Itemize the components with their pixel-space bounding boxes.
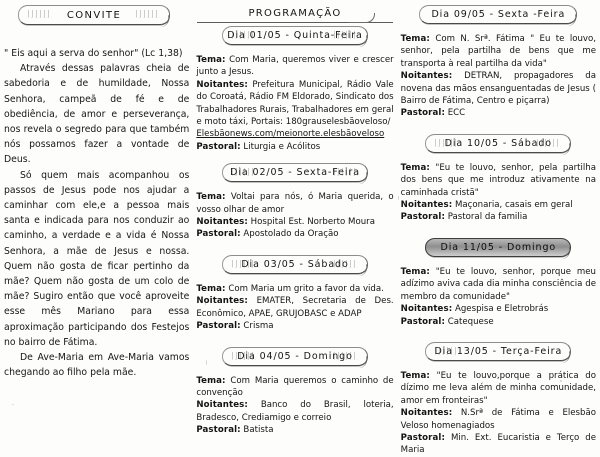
tema-label: Tema:: [400, 34, 430, 44]
entry-noitantes: [196, 399, 393, 424]
banner-scribble-left: [435, 139, 459, 147]
entry-tema: [196, 375, 393, 400]
banner-tail: [353, 35, 368, 48]
program-entry: [196, 54, 393, 153]
banner-tail: [557, 143, 572, 156]
tema-text: Com Maria um grito a favor da vida.: [228, 283, 384, 294]
entry-noitantes-link[interactable]: [196, 128, 393, 140]
entry-noitantes: [401, 199, 596, 211]
date-banner-04-05: [222, 347, 368, 366]
noitantes-text: Hospital Est. Norberto Moura: [250, 217, 375, 228]
convite-banner: [18, 5, 170, 25]
program-entry: [401, 266, 596, 328]
date-banner-11-05: [425, 238, 571, 257]
tema-text: "Eu te louvo, senhor, pela partilha dos bens que me introduz ativamente na caminhada cristã": [400, 162, 596, 198]
noitantes-text: Banco do Brasil, loteria, Bradesco, Crediamigo e correio: [196, 400, 394, 423]
entry-pastoral: [196, 141, 393, 153]
program-entry: [401, 370, 596, 457]
convite-paragraph-2: Só quem mais acompanhou os passos de Jesus pode nos ajudar a caminhar com ele,e a pessoa mais santa e indicada para nos conduzir ao caminho, a verdade e a vida é Nossa Senhora, a mãe de Jesus e nossa. Quem não gosta de ficar pertinho da mãe? Quem não gosta de um colo de mãe? Sugiro então que você aproveite esse mês Mariano para essa aproximação participando dos Festejos no bairro de Fátima.: [4, 169, 190, 348]
date-banner-label: Dia 10/05 - Sábado: [444, 137, 553, 149]
pastoral-label: Pastoral:: [400, 212, 445, 223]
banner-tail: [353, 356, 368, 369]
pastoral-label: Pastoral:: [196, 229, 241, 240]
pastoral-text: Pastoral da familia: [447, 212, 528, 223]
tema-text: Com Maria queremos o caminho de convenção: [196, 375, 394, 398]
entry-tema: [401, 162, 596, 199]
entry-noitantes: [401, 407, 596, 432]
noitantes-label: Noitantes:: [400, 304, 453, 315]
entry-pastoral: [196, 228, 393, 240]
entry-tema: [401, 370, 596, 407]
tema-label: Tema:: [400, 162, 430, 173]
noitantes-label: Noitantes:: [400, 200, 453, 211]
entry-noitantes: [196, 79, 393, 129]
pastoral-label: Pastoral:: [196, 321, 241, 332]
date-banner-label: Dia 03/05 - Sábado: [241, 258, 349, 270]
entry-pastoral: [196, 424, 393, 436]
banner-tail: [557, 351, 572, 364]
tema-text: Voltai para nós, ó Maria querida, o vosso olhar de amor: [196, 192, 394, 215]
banner-tail: [563, 14, 578, 27]
noitantes-text: Prefeitura Municipal, Rádio Vale do Coroatá, Rádio FM Eldorado, Sindicato dos Trabalhadores Rurais, Trabalhadores em geral e moto táxi, Portais: 180grauselesbãoveloso/: [196, 79, 394, 128]
tema-text: Com N. Srª. Fátima " Eu te louvo, senhor, pela partilha de bens que me transporta à real partilha da vida": [400, 34, 597, 69]
entry-noitantes: [196, 295, 393, 320]
scripture-quote: " Eis aqui a serva do senhor" (Lc 1,38): [4, 48, 183, 59]
entry-pastoral: [401, 107, 596, 119]
pastoral-text: ECC: [447, 108, 466, 119]
date-banner-03-05: [222, 255, 368, 274]
tema-text: "Eu te louvo, senhor, porque meu adízimo aviva cada dia minha consciência de membro da comunidade": [400, 266, 596, 302]
tema-label: Tema:: [196, 283, 226, 294]
left-column: [2, 2, 193, 424]
banner-tail: [353, 172, 368, 185]
noitantes-text: Agespisa e Eletrobrás: [454, 304, 549, 315]
pastoral-label: Pastoral:: [400, 432, 445, 443]
noitantes-label: Noitantes:: [400, 408, 453, 419]
pastoral-label: Pastoral:: [400, 108, 445, 119]
entry-pastoral: [401, 316, 596, 328]
entry-tema: [401, 266, 596, 303]
date-banner-label: Dia 02/05 - Sexta-Feira: [230, 167, 360, 179]
convite-body: [4, 29, 189, 380]
date-banner-label: Dia 04/05 - Domingo: [237, 350, 353, 362]
noitantes-label: Noitantes:: [196, 296, 248, 307]
programacao-banner: [197, 4, 393, 23]
banner-scribble-left: [28, 10, 52, 18]
tema-label: Tema:: [196, 375, 226, 386]
pastoral-label: Pastoral:: [196, 425, 241, 436]
pastoral-label: Pastoral:: [196, 141, 241, 152]
pastoral-text: Min. Ext. Eucaristia e Terço de Maria: [400, 432, 596, 456]
program-entry: [401, 162, 596, 224]
entry-noitantes: [196, 216, 393, 228]
date-banner-label: Dia 09/05 - Sexta -Feira: [431, 9, 566, 20]
program-entry: [196, 191, 393, 241]
banner-scribble-left: [435, 347, 459, 355]
date-banner-09-05: [419, 5, 577, 24]
entry-pastoral: [401, 211, 596, 223]
entry-noitantes: [401, 70, 596, 107]
banner-scribble-left: [232, 260, 256, 268]
right-column: [398, 2, 598, 456]
pastoral-text: Batista: [243, 425, 274, 436]
banner-scribble-left: [232, 31, 256, 39]
pastoral-text: Crisma: [243, 321, 274, 332]
banner-tail: [353, 264, 368, 277]
program-entry: [401, 33, 596, 120]
tema-text: "Eu te louvo,porque a prática do dízimo me leva além de minha comunidade, amor em fronteiras": [400, 370, 597, 406]
pastoral-text: Liturgia e Acólitos: [243, 141, 321, 152]
banner-scribble-left: [232, 352, 256, 360]
entry-noitantes: [401, 303, 596, 315]
date-banner-02-05: [222, 163, 368, 182]
convite-paragraph-3: De Ave-Maria em Ave-Maria vamos chegando ao filho pela mãe.: [4, 352, 190, 379]
banner-tail: [557, 247, 572, 260]
entry-tema: [401, 33, 596, 70]
program-entry: [196, 283, 393, 333]
entry-pastoral: [401, 432, 596, 457]
programacao-banner-title: PROGRAMAÇÃO: [248, 7, 342, 19]
noitantes-text: N.Srª de Fátima e Elesbão Veloso homenagiados: [400, 408, 597, 431]
convite-banner-title: CONVITE: [66, 9, 122, 21]
date-banner-13-05: [425, 342, 571, 361]
date-banner-label: Dia 11/05 - Domingo: [440, 241, 557, 253]
pastoral-text: Catequese: [447, 316, 494, 327]
noitantes-label: Noitantes:: [196, 217, 248, 228]
middle-column: [193, 2, 397, 436]
noitantes-text: EMATER, Secretaria de Des. Econômico, APAE, GRUJOBASC e ADAP: [196, 296, 394, 319]
tema-label: Tema:: [196, 192, 226, 203]
tema-label: Tema:: [400, 266, 430, 277]
banner-tail: [155, 15, 170, 28]
banner-scribble-left: [232, 168, 256, 176]
noitantes-text: Maçonaria, casais em geral: [454, 200, 573, 211]
noitantes-label: Noitantes:: [196, 400, 248, 411]
entry-tema: [196, 54, 393, 79]
date-banner-01-05: [222, 26, 368, 45]
pastoral-label: Pastoral:: [400, 316, 445, 327]
date-banner-label: Dia 01/05 - Quinta-Feira: [227, 30, 363, 41]
noitantes-label: Noitantes:: [400, 71, 453, 82]
noitantes-text: DETRAN, propagadores da novena das mãos ensanguentadas de Jesus ( Bairro de Fátima, Centro e piçarra): [400, 71, 596, 107]
tema-text: Com Maria, queremos viver e crescer junto a Jesus.: [196, 55, 394, 78]
entry-pastoral: [196, 320, 393, 332]
convite-paragraph-1: Através dessas palavras cheia de sabedoria e de humildade, Nossa Senhora, campeã de fé e de obediência, de amor e perseverança, nos revela o segredo para que também nós possamos fazer a vontade de Deus.: [4, 63, 190, 166]
entry-tema: [196, 283, 393, 295]
date-banner-10-05: [425, 134, 571, 153]
date-banner-label: Dia 13/05 - Terça-Feira: [434, 345, 563, 357]
entry-tema: [196, 191, 393, 216]
tema-label: Tema:: [196, 55, 226, 65]
portal-url[interactable]: Elesbãonews.com/meionorte.elesbãoveloso: [196, 129, 385, 140]
pastoral-text: Apostolado da Oração: [243, 229, 339, 240]
noitantes-label: Noitantes:: [196, 79, 248, 90]
tema-label: Tema:: [400, 370, 430, 381]
program-entry: [196, 375, 393, 437]
